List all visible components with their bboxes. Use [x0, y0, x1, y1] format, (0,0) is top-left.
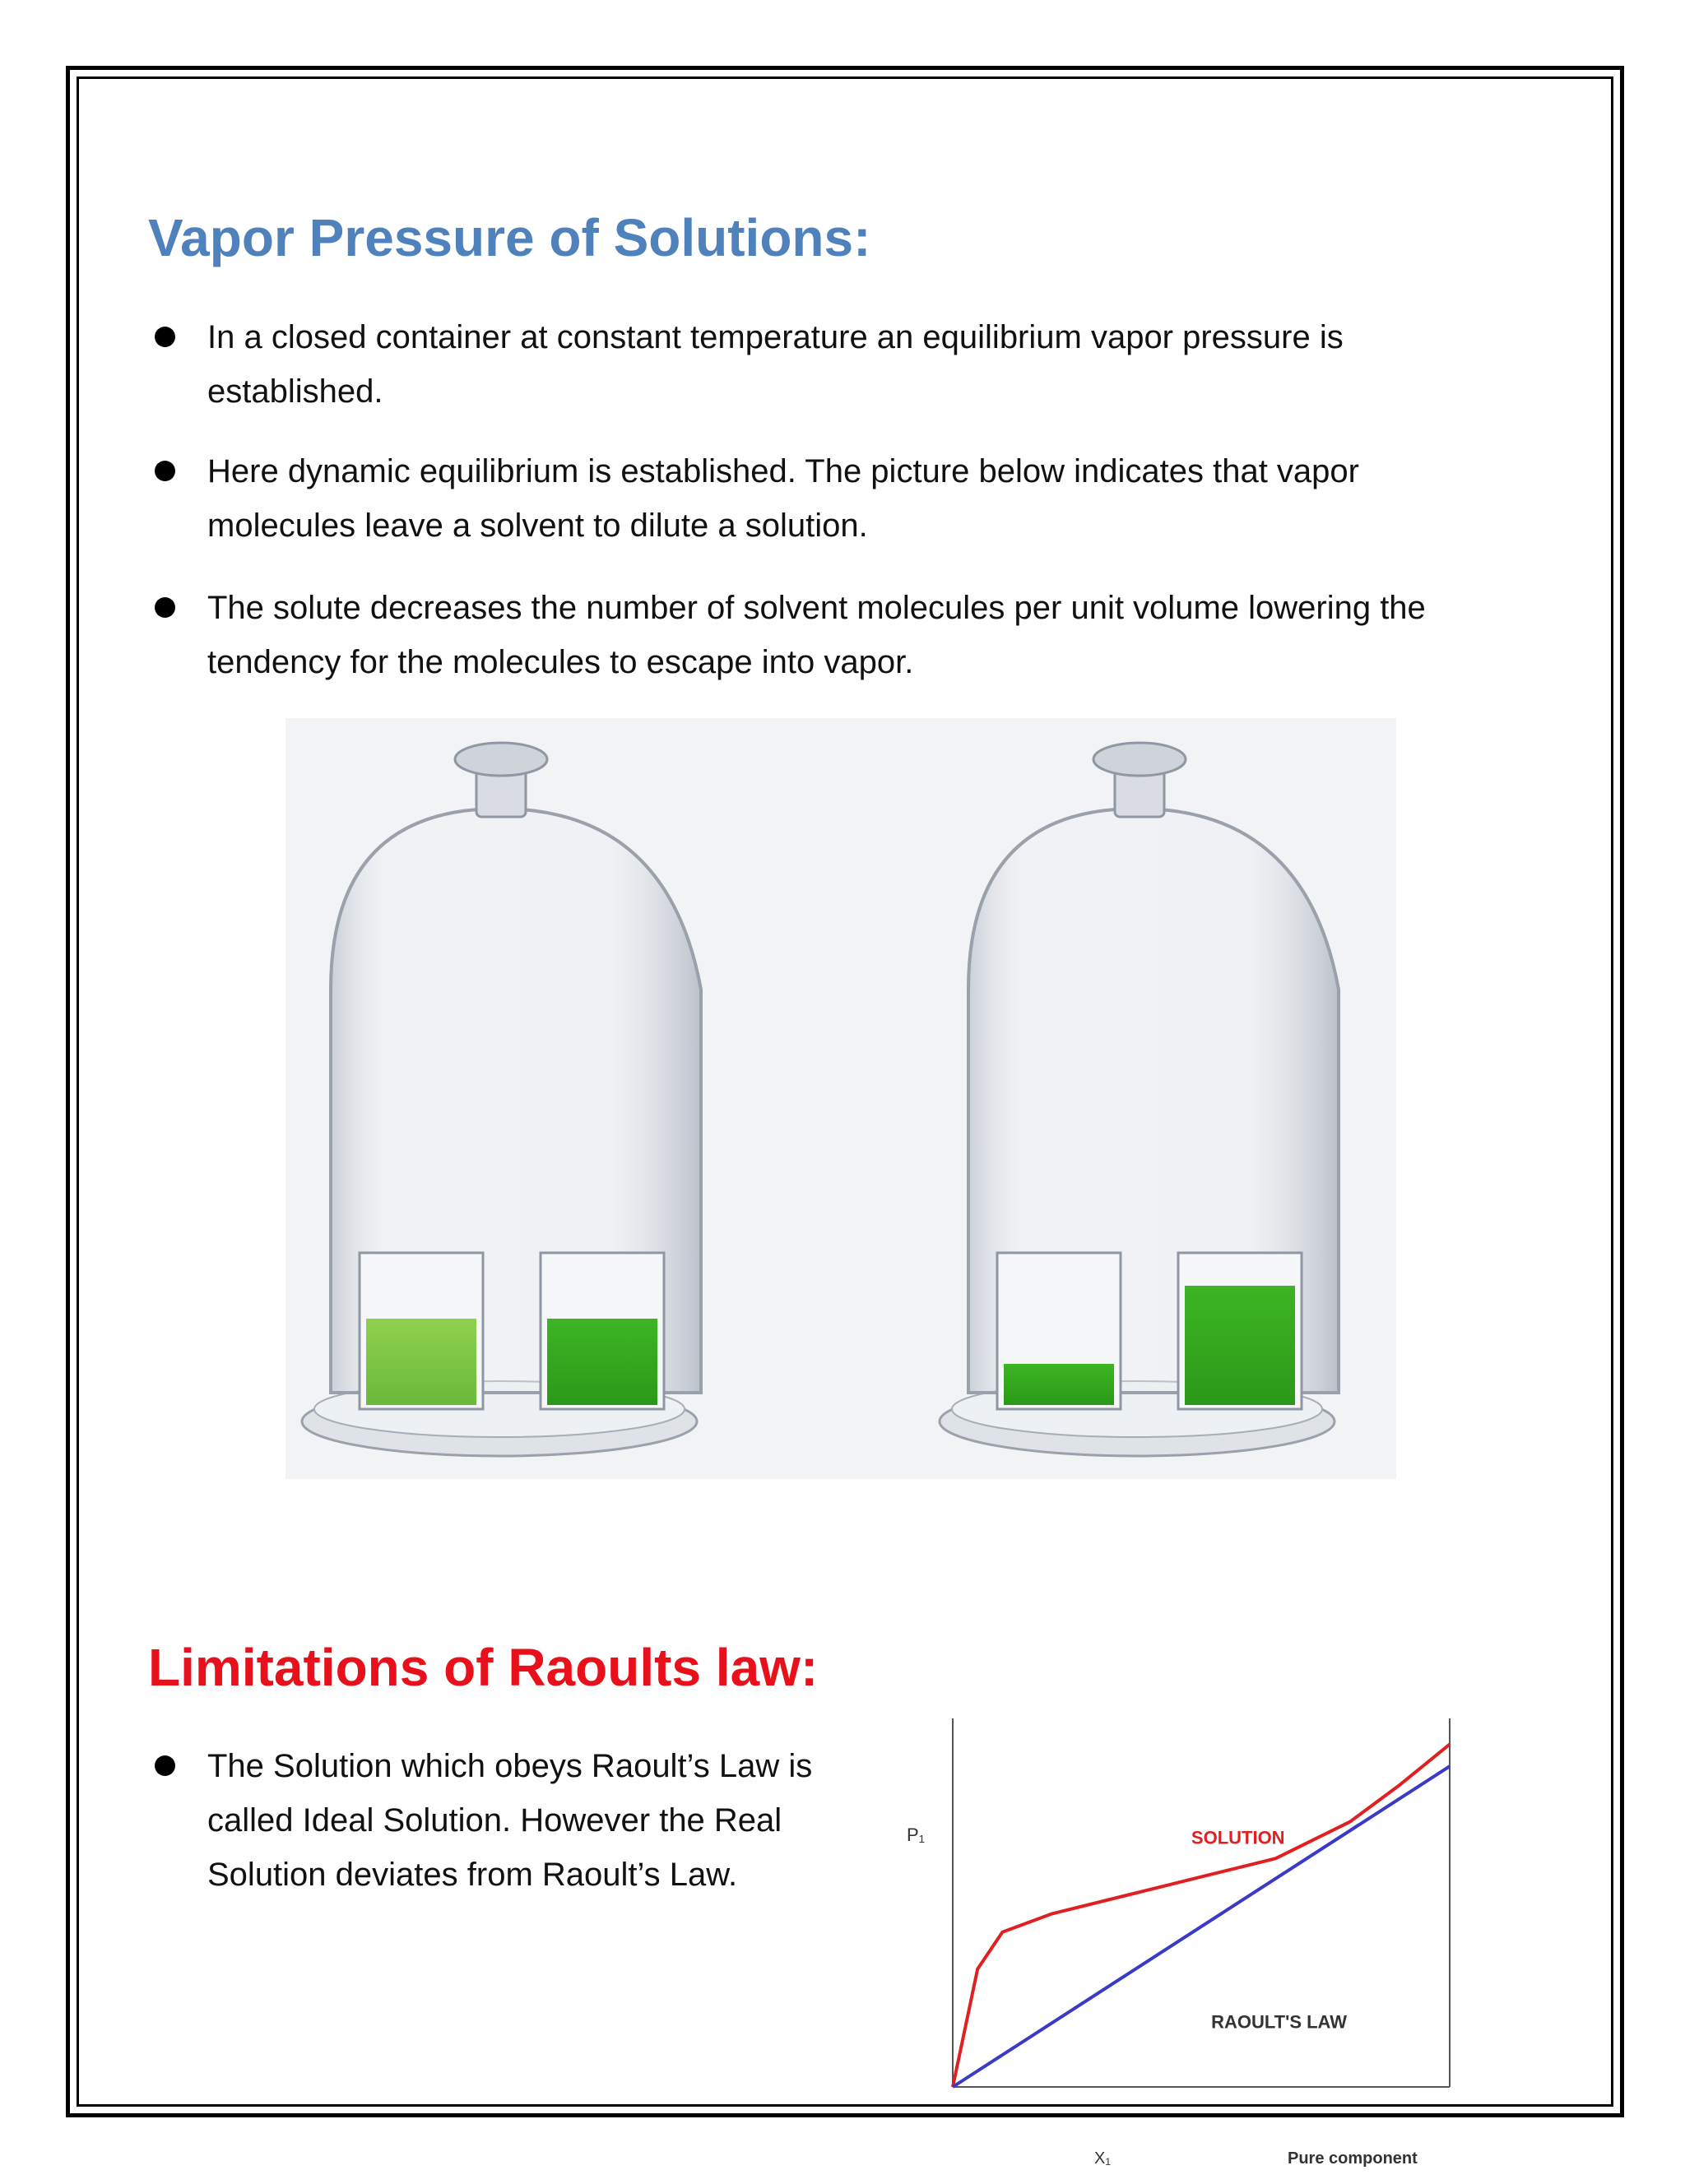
x-axis-end-label: Pure component: [1288, 2149, 1418, 2168]
x-axis-label: X₁: [1094, 2149, 1112, 2168]
raoults-law-line: [953, 1766, 1450, 2087]
solution-series-label: SOLUTION: [1191, 1827, 1285, 1848]
bullet-text: In a closed container at constant temperature an equilibrium vapor pressure is established.: [207, 319, 1344, 410]
bell-jar-illustration: [285, 718, 1396, 1479]
bullet-dot-icon: [155, 327, 175, 347]
section-title-vapor-pressure: Vapor Pressure of Solutions:: [148, 208, 871, 267]
bullet-item: [148, 1739, 872, 1912]
bullet-item: [148, 444, 1497, 559]
raoults-law-chart: [897, 1707, 1522, 2180]
bullet-text: The solute decreases the number of solvent molecules per unit volume lowering the tendency for the molecules to escape into vapor.: [207, 590, 1426, 680]
bell-jar-left: [302, 743, 701, 1456]
bullet-item: [148, 581, 1497, 696]
chart-series: [953, 1744, 1450, 2087]
bell-jar-right: [940, 743, 1339, 1456]
bullet-dot-icon: [155, 597, 175, 618]
bullet-item: [148, 310, 1497, 425]
bullet-text: The Solution which obeys Raoult’s Law is called Ideal Solution. However the Real Solution deviates from Raoult’s Law.: [207, 1748, 813, 1893]
chart-axes: [953, 1718, 1450, 2087]
bullet-text: Here dynamic equilibrium is established. The picture below indicates that vapor molecules leave a solvent to dilute a solution.: [207, 453, 1359, 544]
raoults-law-series-label: RAOULT'S LAW: [1211, 2011, 1348, 2033]
bullet-dot-icon: [155, 1755, 175, 1776]
bullet-dot-icon: [155, 461, 175, 481]
solution-curve: [953, 1744, 1450, 2087]
section-title-raoults-limitations: Limitations of Raoults law:: [148, 1638, 819, 1697]
y-axis-label: P₁: [907, 1825, 926, 1845]
